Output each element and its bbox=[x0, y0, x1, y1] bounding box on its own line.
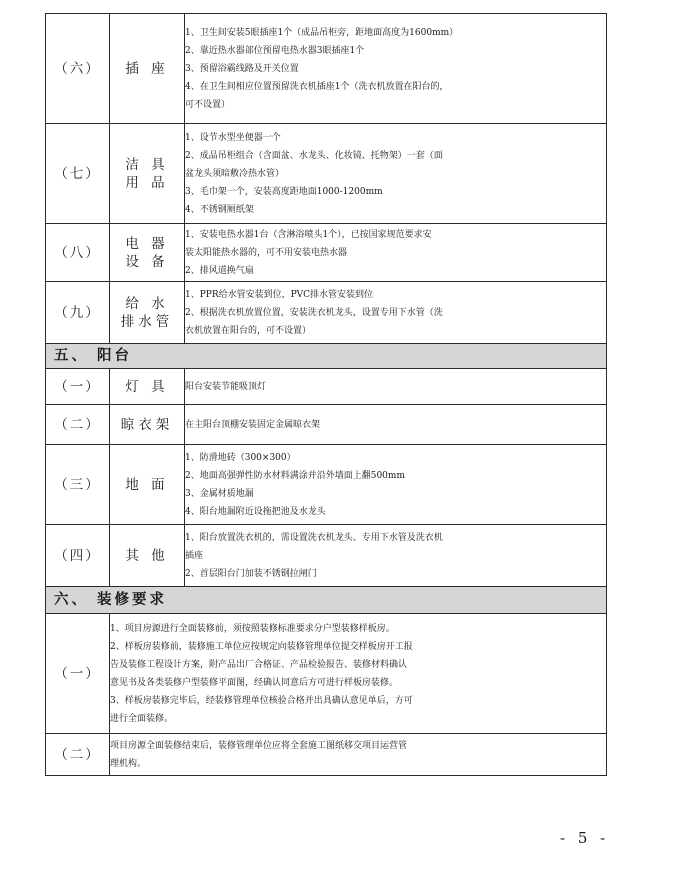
table-row bbox=[46, 525, 607, 587]
row-number: （一） bbox=[46, 369, 110, 405]
description-line: 3、预留浴霸线路及开关位置 bbox=[185, 63, 299, 74]
row-number: （四） bbox=[46, 525, 110, 587]
row-number: （六） bbox=[46, 14, 110, 124]
description-line: 盆龙头须暗敷冷热水管） bbox=[185, 168, 285, 179]
description-line: 进行全面装修。 bbox=[110, 713, 174, 724]
item-name bbox=[110, 124, 185, 224]
row-number: （二） bbox=[46, 405, 110, 445]
table-row bbox=[46, 405, 607, 445]
table-row bbox=[46, 734, 607, 776]
description-line: 插座 bbox=[185, 550, 204, 561]
row-number: （三） bbox=[46, 445, 110, 525]
description-line: 2、排风道换气扇 bbox=[185, 265, 254, 276]
description-line: 衣机放置在阳台的，可不设置） bbox=[185, 325, 312, 336]
description-line: 1、安装电热水器1台（含淋浴喷头1个），已按国家规范要求安 bbox=[185, 229, 432, 240]
item-description bbox=[185, 282, 607, 344]
description-line: 1、项目房源进行全面装修前，须按照装修标准要求分户型装修样板房。 bbox=[110, 623, 395, 634]
item-description bbox=[110, 734, 607, 776]
item-name bbox=[110, 525, 185, 587]
item-name bbox=[110, 445, 185, 525]
item-name-line: 插 座 bbox=[125, 60, 169, 77]
row-number: （九） bbox=[46, 282, 110, 344]
page-number: - 5 - bbox=[560, 829, 610, 847]
description-line: 可不设置） bbox=[185, 99, 231, 110]
table-row bbox=[46, 614, 607, 734]
description-line: 项目房源全面装修结束后，装修管理单位应将全套施工图纸移交项目运营管 bbox=[110, 740, 408, 751]
item-description bbox=[185, 369, 607, 405]
table-row bbox=[46, 14, 607, 124]
description-line: 2、成品吊柜组合（含面盆、水龙头、化妆镜、托物架）一套（面 bbox=[185, 150, 443, 161]
table-row bbox=[46, 124, 607, 224]
row-number: （一） bbox=[46, 614, 110, 734]
section-header-row bbox=[46, 587, 607, 614]
table-row bbox=[46, 445, 607, 525]
item-name-line: 晾衣架 bbox=[120, 416, 174, 433]
item-name-line: 其 他 bbox=[125, 547, 169, 564]
item-description bbox=[185, 445, 607, 525]
item-description bbox=[185, 525, 607, 587]
description-line: 理机构。 bbox=[110, 758, 147, 769]
item-name-line: 电 器 bbox=[125, 235, 169, 252]
item-description bbox=[110, 614, 607, 734]
table-row bbox=[46, 282, 607, 344]
row-number: （二） bbox=[46, 734, 110, 776]
section-title: 六、 装修要求 bbox=[46, 587, 607, 614]
description-line: 4、不锈钢厕纸架 bbox=[185, 204, 254, 215]
description-line: 2、地面高强弹性防水材料满涂并沿外墙面上翻500mm bbox=[185, 470, 405, 481]
description-line: 2、靠近热水器部位预留电热水器3眼插座1个 bbox=[185, 45, 365, 56]
item-description bbox=[185, 405, 607, 445]
item-name bbox=[110, 369, 185, 405]
description-line: 4、阳台地漏附近设拖把池及水龙头 bbox=[185, 506, 326, 517]
description-line: 3、金属材质地漏 bbox=[185, 488, 254, 499]
item-name-line: 用 品 bbox=[125, 174, 169, 191]
description-line: 2、根据洗衣机放置位置，安装洗衣机龙头，设置专用下水管（洗 bbox=[185, 307, 443, 318]
description-line: 3、毛巾架一个，安装高度距地面1000-1200mm bbox=[185, 186, 383, 197]
item-name-line: 地 面 bbox=[125, 476, 169, 493]
description-line: 1、防滑地砖（300×300） bbox=[185, 452, 296, 463]
item-name-line: 灯 具 bbox=[125, 378, 169, 395]
section-header-row bbox=[46, 344, 607, 369]
description-line: 1、阳台放置洗衣机的，需设置洗衣机龙头、专用下水管及洗衣机 bbox=[185, 532, 443, 543]
description-line: 1、卫生间安装5眼插座1个（成品吊柜旁，距地面高度为1600mm） bbox=[185, 27, 459, 38]
description-line: 在主阳台顶棚安装固定金属晾衣架 bbox=[185, 419, 321, 430]
item-name-line: 设 备 bbox=[125, 253, 169, 270]
description-line: 阳台安装节能吸顶灯 bbox=[185, 381, 267, 392]
item-description bbox=[185, 224, 607, 282]
item-name bbox=[110, 282, 185, 344]
description-line: 告及装修工程设计方案，附产品出厂合格证、产品检验报告、装修材料确认 bbox=[110, 659, 408, 670]
item-description bbox=[185, 14, 607, 124]
description-line: 1、PPR给水管安装到位，PVC排水管安装到位 bbox=[185, 289, 374, 300]
table-row bbox=[46, 369, 607, 405]
item-name-line: 给 水 bbox=[125, 295, 169, 312]
item-name-line: 洁 具 bbox=[125, 156, 169, 173]
item-name bbox=[110, 14, 185, 124]
description-line: 1、设节水型坐便器一个 bbox=[185, 132, 281, 143]
description-line: 意见书及各类装修户型装修平面图，经确认同意后方可进行样板房装修。 bbox=[110, 677, 399, 688]
table-row bbox=[46, 224, 607, 282]
description-line: 装太阳能热水器的，可不用安装电热水器 bbox=[185, 247, 348, 258]
description-line: 3、样板房装修完毕后，经装修管理单位核验合格并出具确认意见单后，方可 bbox=[110, 695, 413, 706]
renovation-spec-table bbox=[45, 13, 607, 776]
item-name bbox=[110, 224, 185, 282]
spec-table-body bbox=[46, 14, 607, 776]
section-title: 五、 阳台 bbox=[46, 344, 607, 369]
description-line: 4、在卫生间相应位置预留洗衣机插座1个（洗衣机放置在阳台的， bbox=[185, 81, 449, 92]
item-name bbox=[110, 405, 185, 445]
row-number: （七） bbox=[46, 124, 110, 224]
description-line: 2、样板房装修前，装修施工单位应按规定向装修管理单位提交样板房开工报 bbox=[110, 641, 413, 652]
item-description bbox=[185, 124, 607, 224]
description-line: 2、首层阳台门加装不锈钢拉闸门 bbox=[185, 568, 317, 579]
row-number: （八） bbox=[46, 224, 110, 282]
item-name-line: 排水管 bbox=[120, 313, 174, 330]
